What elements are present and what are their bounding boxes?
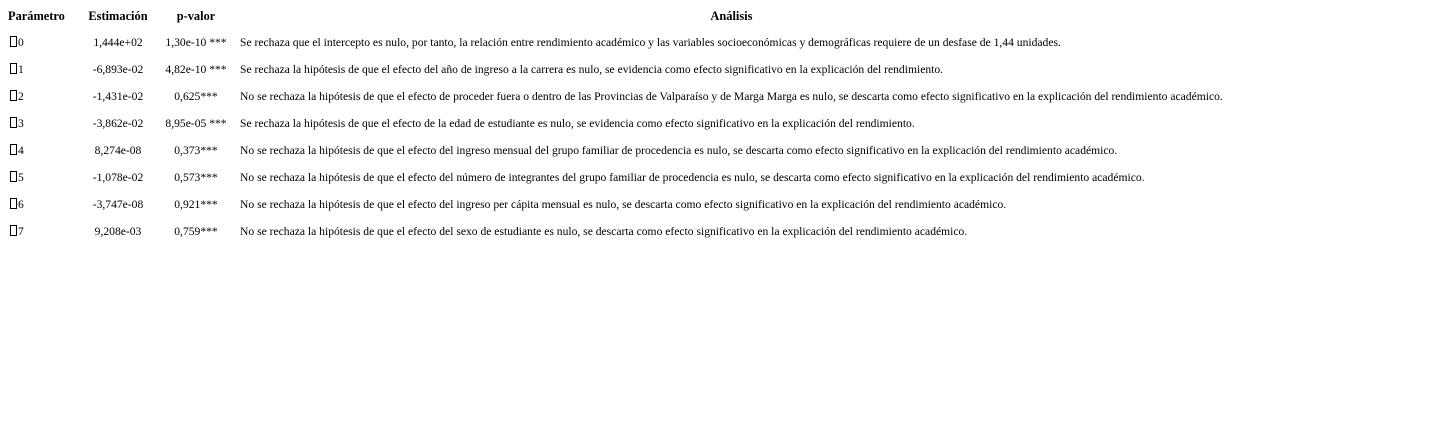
pvalue-cell: 1,30e-10 *** (165, 36, 227, 49)
table-row (5, 110, 1226, 137)
parameter-cell (5, 137, 81, 164)
estimate-cell: 9,208e-03 (94, 225, 142, 238)
parameter-cell (5, 110, 81, 137)
analysis-cell: No se rechaza la hipótesis de que el efecto de proceder fuera o dentro de las Provincias de Valparaíso y de Marga Marga es nulo, se descarta como efecto significativo en la explicación del rendimiento académico. (240, 90, 1223, 103)
estimate-cell: 8,274e-08 (94, 144, 142, 157)
parameter-cell (5, 164, 81, 191)
analysis-cell: Se rechaza la hipótesis de que el efecto del año de ingreso a la carrera es nulo, se evidencia como efecto significativo en la explicación del rendimiento. (240, 63, 944, 76)
estimate-cell: 1,444e+02 (93, 36, 143, 49)
header-row (5, 4, 1226, 29)
parameter-index: 5 (18, 171, 24, 184)
header-pvalue: p-valor (176, 9, 216, 23)
missing-glyph-icon (10, 117, 17, 128)
table-row (5, 137, 1226, 164)
pvalue-cell: 0,759*** (174, 225, 218, 238)
parameter-index: 1 (18, 63, 24, 76)
results-table (5, 4, 1226, 245)
table-row (5, 83, 1226, 110)
missing-glyph-icon (10, 198, 17, 209)
parameter-index: 0 (18, 36, 24, 49)
estimate-cell: -3,747e-08 (92, 198, 144, 211)
missing-glyph-icon (10, 90, 17, 101)
analysis-cell: Se rechaza que el intercepto es nulo, por tanto, la relación entre rendimiento académico y las variables socioeconómicas y demográficas requiere de un desfase de 1,44 unidades. (240, 36, 1061, 49)
table-header (5, 4, 1226, 29)
missing-glyph-icon (10, 171, 17, 182)
estimate-cell: -3,862e-02 (92, 117, 144, 130)
table-row (5, 191, 1226, 218)
pvalue-cell: 0,625*** (174, 90, 218, 103)
missing-glyph-icon (10, 63, 17, 74)
parameter-cell (5, 191, 81, 218)
missing-glyph-icon (10, 225, 17, 236)
table-body (5, 29, 1226, 245)
estimate-cell: -1,078e-02 (92, 171, 144, 184)
pvalue-cell: 4,82e-10 *** (165, 63, 227, 76)
missing-glyph-icon (10, 36, 17, 47)
parameter-cell (5, 218, 81, 245)
pvalue-cell: 0,921*** (174, 198, 218, 211)
pvalue-cell: 0,573*** (174, 171, 218, 184)
parameter-index: 6 (18, 198, 24, 211)
header-analysis: Análisis (710, 9, 753, 23)
missing-glyph-icon (10, 144, 17, 155)
parameter-index: 4 (18, 144, 24, 157)
parameter-index: 3 (18, 117, 24, 130)
analysis-cell: No se rechaza la hipótesis de que el efecto del ingreso per cápita mensual es nulo, se descarta como efecto significativo en la explicación del rendimiento académico. (240, 198, 1007, 211)
header-estimate: Estimación (88, 9, 148, 23)
table-row (5, 56, 1226, 83)
analysis-cell: No se rechaza la hipótesis de que el efecto del número de integrantes del grupo familiar de procedencia es nulo, se descarta como efecto significativo en la explicación del rendimiento académico. (240, 171, 1145, 184)
analysis-cell: No se rechaza la hipótesis de que el efecto del sexo de estudiante es nulo, se descarta como efecto significativo en la explicación del rendimiento académico. (240, 225, 968, 238)
pvalue-cell: 0,373*** (174, 144, 218, 157)
analysis-cell: No se rechaza la hipótesis de que el efecto del ingreso mensual del grupo familiar de procedencia es nulo, se descarta como efecto significativo en la explicación del rendimiento académico. (240, 144, 1118, 157)
estimate-cell: -1,431e-02 (92, 90, 144, 103)
table-row (5, 164, 1226, 191)
parameter-cell (5, 56, 81, 83)
parameter-cell (5, 29, 81, 56)
pvalue-cell: 8,95e-05 *** (165, 117, 227, 130)
parameter-cell (5, 83, 81, 110)
analysis-cell: Se rechaza la hipótesis de que el efecto de la edad de estudiante es nulo, se evidencia como efecto significativo en la explicación del rendimiento. (240, 117, 915, 130)
table-row (5, 218, 1226, 245)
parameter-index: 2 (18, 90, 24, 103)
estimate-cell: -6,893e-02 (92, 63, 144, 76)
header-parameter: Parámetro (8, 9, 65, 23)
table-row (5, 29, 1226, 56)
parameter-index: 7 (18, 225, 24, 238)
